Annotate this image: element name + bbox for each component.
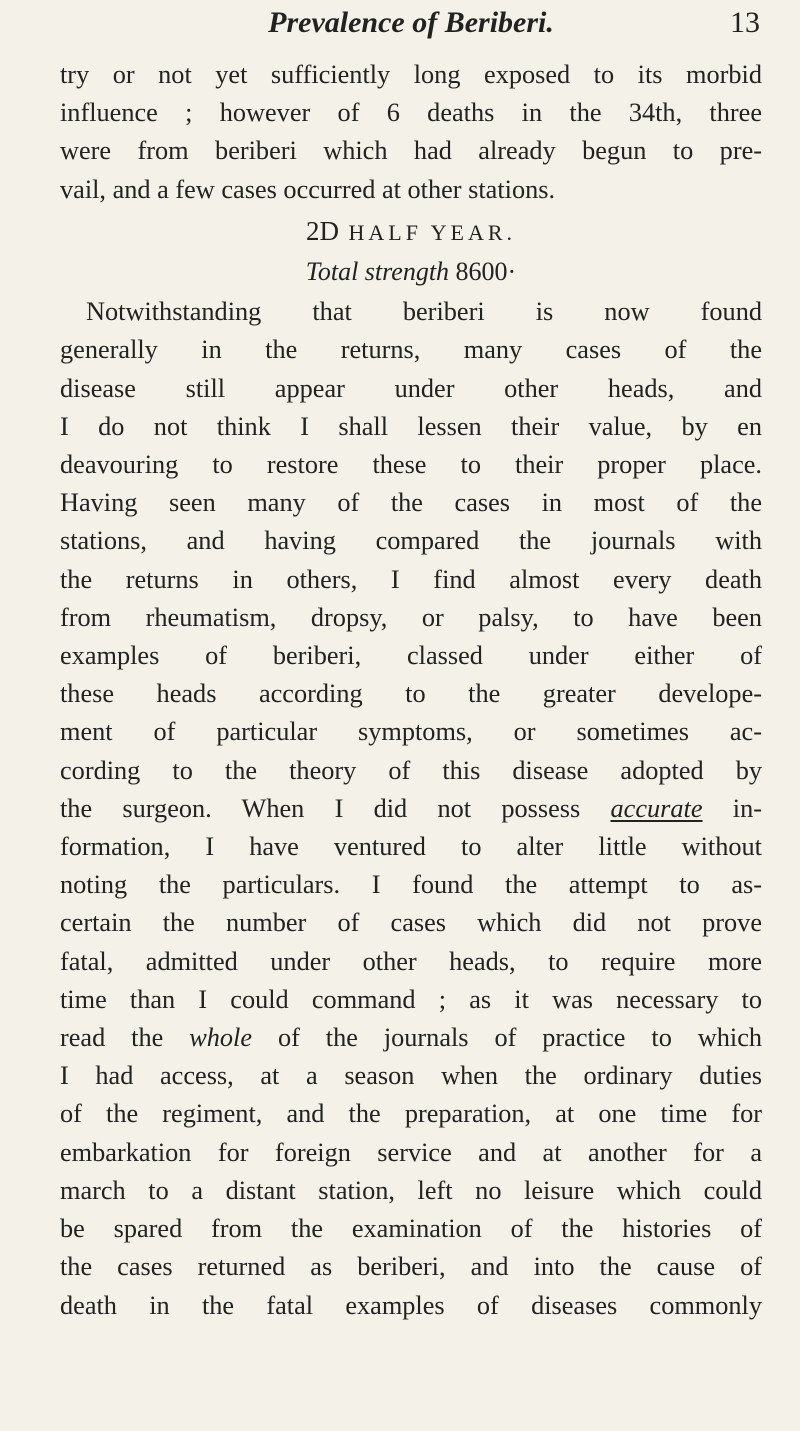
text-line: generally in the returns, many cases of the (60, 335, 762, 365)
text-line: I had access, at a season when the ordinary duties (60, 1061, 762, 1091)
text-run: the surgeon. When I did not possess (60, 793, 581, 823)
text-line: cording to the theory of this disease adopted by (60, 755, 762, 785)
text-line: the returns in others, I find almost every death (60, 564, 762, 594)
section-heading-text: HALF YEAR. (348, 219, 517, 245)
text-line: disease still appear under other heads, and (60, 373, 762, 403)
text-line: fatal, admitted under other heads, to require more (60, 946, 762, 976)
total-strength (60, 253, 762, 291)
text-line: ment of particular symptoms, or sometimes ac- (60, 717, 762, 747)
emphasis-accurate: accurate (610, 793, 703, 823)
text-line: Notwithstanding that beriberi is now found (86, 297, 762, 327)
section-heading (60, 212, 762, 252)
text-line: vail, and a few cases occurred at other stations. (60, 174, 556, 204)
text-line (60, 1019, 762, 1057)
page-body (60, 56, 762, 1325)
text-run: of the journals of practice to which (277, 1023, 763, 1053)
section-heading-number: 2D (305, 215, 339, 246)
text-line: deavouring to restore these to their proper place. (60, 450, 762, 480)
text-line: from rheumatism, dropsy, or palsy, to have been (60, 602, 762, 632)
text-line: embarkation for foreign service and at another for a (60, 1137, 762, 1167)
text-line: time than I could command ; as it was necessary to (60, 984, 762, 1014)
text-line: Having seen many of the cases in most of the (60, 488, 762, 518)
text-line: examples of beriberi, classed under either of (60, 641, 762, 671)
running-title: Prevalence of Beriberi. (268, 6, 554, 39)
text-line: these heads according to the greater develope- (60, 679, 762, 709)
text-line: stations, and having compared the journals with (60, 526, 762, 556)
emphasis-whole: whole (189, 1023, 253, 1053)
text-line: formation, I have ventured to alter little without (60, 832, 762, 862)
text-line: death in the fatal examples of diseases commonly (60, 1290, 762, 1320)
text-line: try or not yet sufficiently long exposed to its morbid (60, 60, 762, 89)
text-line: be spared from the examination of the histories of (60, 1214, 762, 1244)
text-line: noting the particulars. I found the attempt to as- (60, 870, 762, 900)
page-number: 13 (730, 6, 760, 39)
text-line: the cases returned as beriberi, and into the cause of (60, 1252, 762, 1282)
running-header (60, 6, 762, 46)
text-line: march to a distant station, left no leisure which could (60, 1175, 762, 1205)
text-run: in- (732, 793, 762, 823)
text-line (60, 790, 762, 828)
text-line: of the regiment, and the preparation, at one time for (60, 1099, 762, 1129)
total-strength-label: Total strength (305, 257, 450, 287)
total-strength-value: 8600· (455, 257, 517, 287)
text-line: certain the number of cases which did not prove (60, 908, 762, 938)
text-line: I do not think I shall lessen their value, by en (60, 411, 762, 441)
text-line: influence ; however of 6 deaths in the 34th, three (60, 98, 762, 128)
text-run: read the (60, 1023, 164, 1053)
text-line: were from beriberi which had already begun to pre- (60, 136, 762, 166)
